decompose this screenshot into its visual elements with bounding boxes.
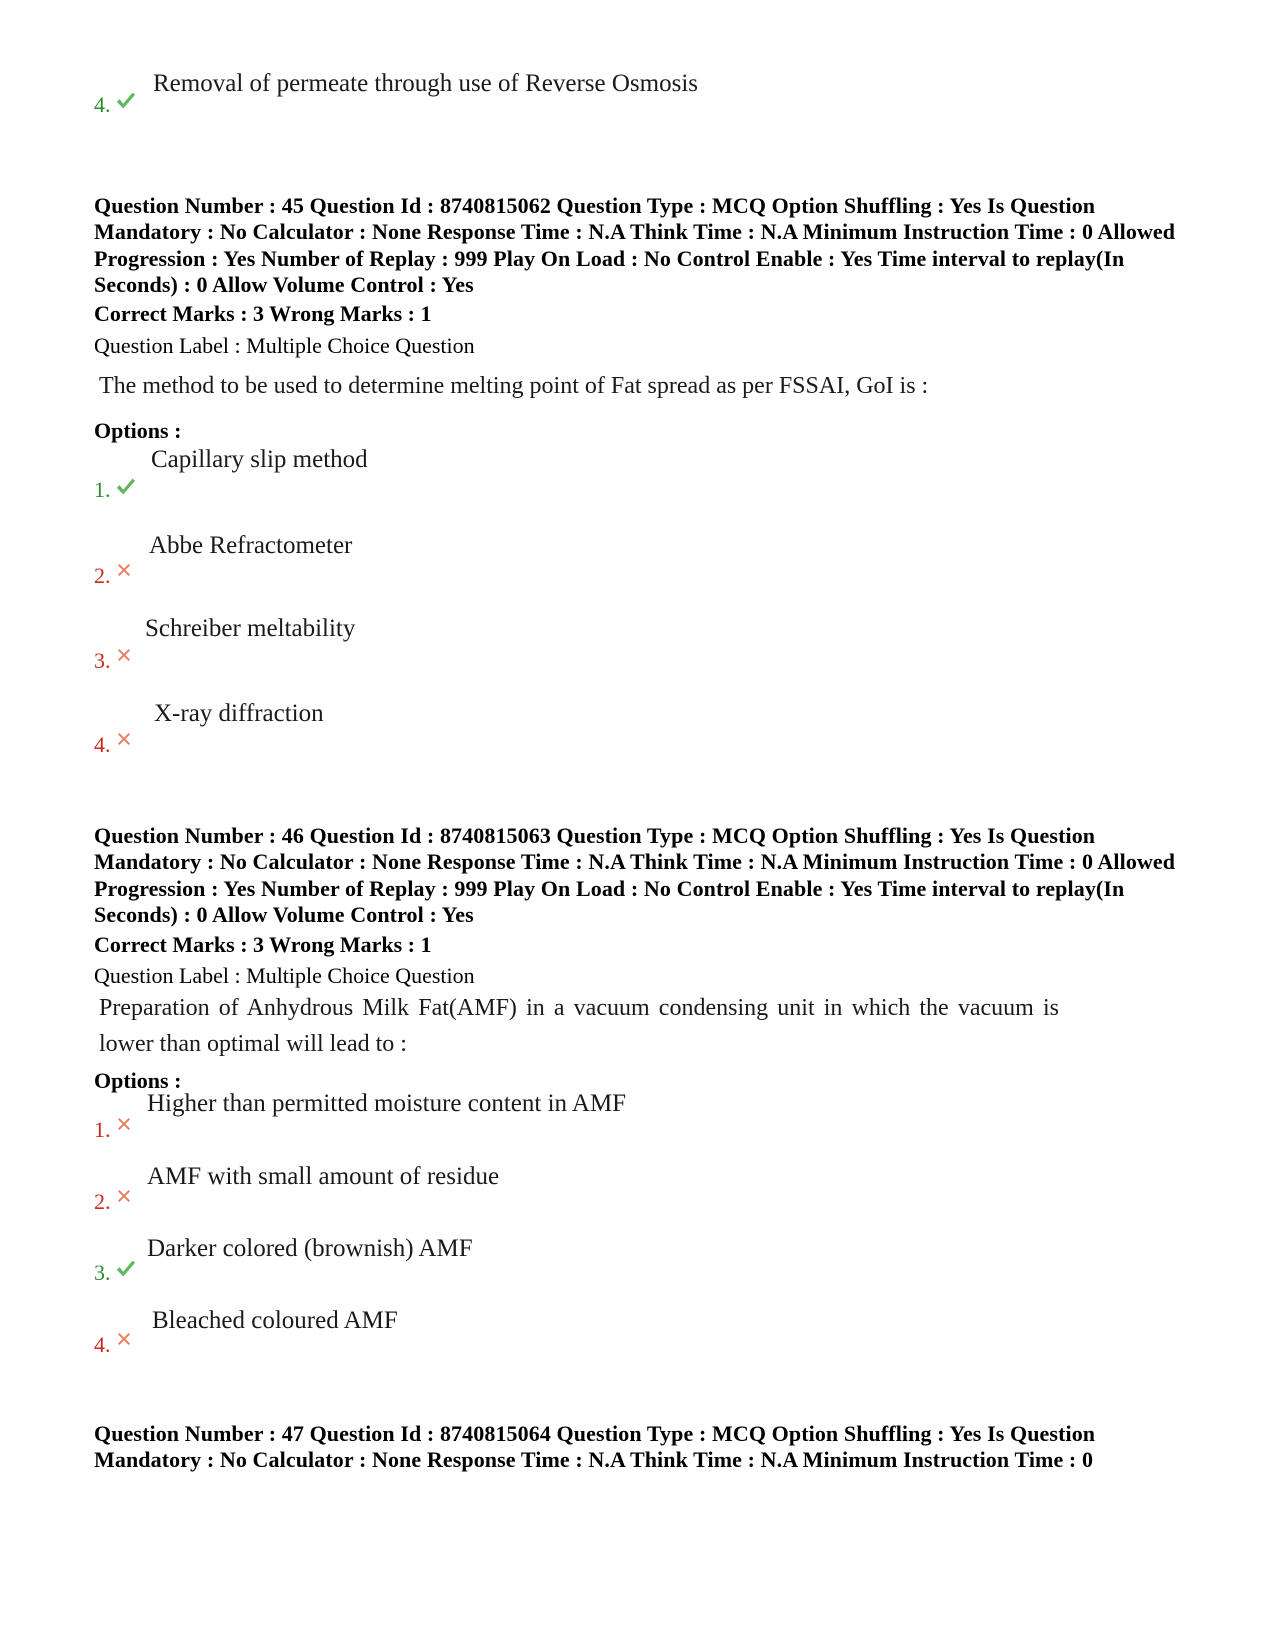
question-label: Question Label : Multiple Choice Question bbox=[94, 333, 475, 358]
option-number: 1. bbox=[94, 1117, 111, 1142]
check-icon bbox=[115, 476, 137, 498]
option-number: 4. bbox=[94, 92, 111, 117]
option-text: Darker colored (brownish) AMF bbox=[147, 1235, 473, 1262]
option-number: 2. bbox=[94, 563, 111, 588]
option-text: Schreiber meltability bbox=[145, 615, 356, 642]
question-meta: Question Number : 47 Question Id : 8740815064 Question Type : MCQ Option Shuffling : Yes Is Question Mandatory : No Calculator : None Response Time : N.A Think Time : N.A Minimum Instruction Time : 0 bbox=[94, 1421, 1096, 1473]
check-icon bbox=[115, 90, 137, 112]
option-text: AMF with small amount of residue bbox=[147, 1163, 500, 1190]
question-marks: Correct Marks : 3 Wrong Marks : 1 bbox=[94, 932, 432, 957]
option-text: X-ray diffraction bbox=[154, 700, 324, 727]
question-label: Question Label : Multiple Choice Question bbox=[94, 963, 475, 988]
option-text: Capillary slip method bbox=[151, 446, 368, 473]
option-number: 3. bbox=[94, 1260, 111, 1285]
cross-icon bbox=[116, 731, 132, 747]
question-meta: Question Number : 45 Question Id : 8740815062 Question Type : MCQ Option Shuffling : Yes Is Question Mandatory : No Calculator : None Response Time : N.A Think Time : N.A Minimum Instruction Time : 0 Allowed Progression : Yes Number of Replay : 999 Play On Load : No Control Enable : Yes Time interval to replay(In Seconds) : 0 Allow Volume Control : Yes bbox=[94, 193, 1176, 297]
cross-icon bbox=[116, 1116, 132, 1132]
question-meta: Question Number : 46 Question Id : 8740815063 Question Type : MCQ Option Shuffling : Yes Is Question Mandatory : No Calculator : None Response Time : N.A Think Time : N.A Minimum Instruction Time : 0 Allowed Progression : Yes Number of Replay : 999 Play On Load : No Control Enable : Yes Time interval to replay(In Seconds) : 0 Allow Volume Control : Yes bbox=[94, 823, 1176, 927]
option-number: 1. bbox=[94, 477, 111, 502]
option-number: 2. bbox=[94, 1189, 111, 1214]
cross-icon bbox=[116, 1331, 132, 1347]
cross-icon bbox=[116, 1188, 132, 1204]
option-number: 4. bbox=[94, 732, 111, 757]
check-icon bbox=[115, 1258, 137, 1280]
option-number: 3. bbox=[94, 648, 111, 673]
option-text: Removal of permeate through use of Reverse Osmosis bbox=[153, 70, 699, 97]
option-number: 4. bbox=[94, 1332, 111, 1357]
option-text: Higher than permitted moisture content in AMF bbox=[147, 1090, 627, 1117]
cross-icon bbox=[116, 647, 132, 663]
options-heading: Options : bbox=[94, 418, 182, 443]
cross-icon bbox=[116, 562, 132, 578]
question-text: Preparation of Anhydrous Milk Fat(AMF) in a vacuum condensing unit in which the vacuum is lower than optimal will lead to : bbox=[99, 995, 1059, 1057]
options-heading: Options : bbox=[94, 1068, 182, 1093]
option-text: Bleached coloured AMF bbox=[152, 1307, 398, 1334]
option-text: Abbe Refractometer bbox=[149, 532, 353, 559]
question-marks: Correct Marks : 3 Wrong Marks : 1 bbox=[94, 301, 432, 326]
question-text: The method to be used to determine melting point of Fat spread as per FSSAI, GoI is : bbox=[99, 373, 929, 399]
